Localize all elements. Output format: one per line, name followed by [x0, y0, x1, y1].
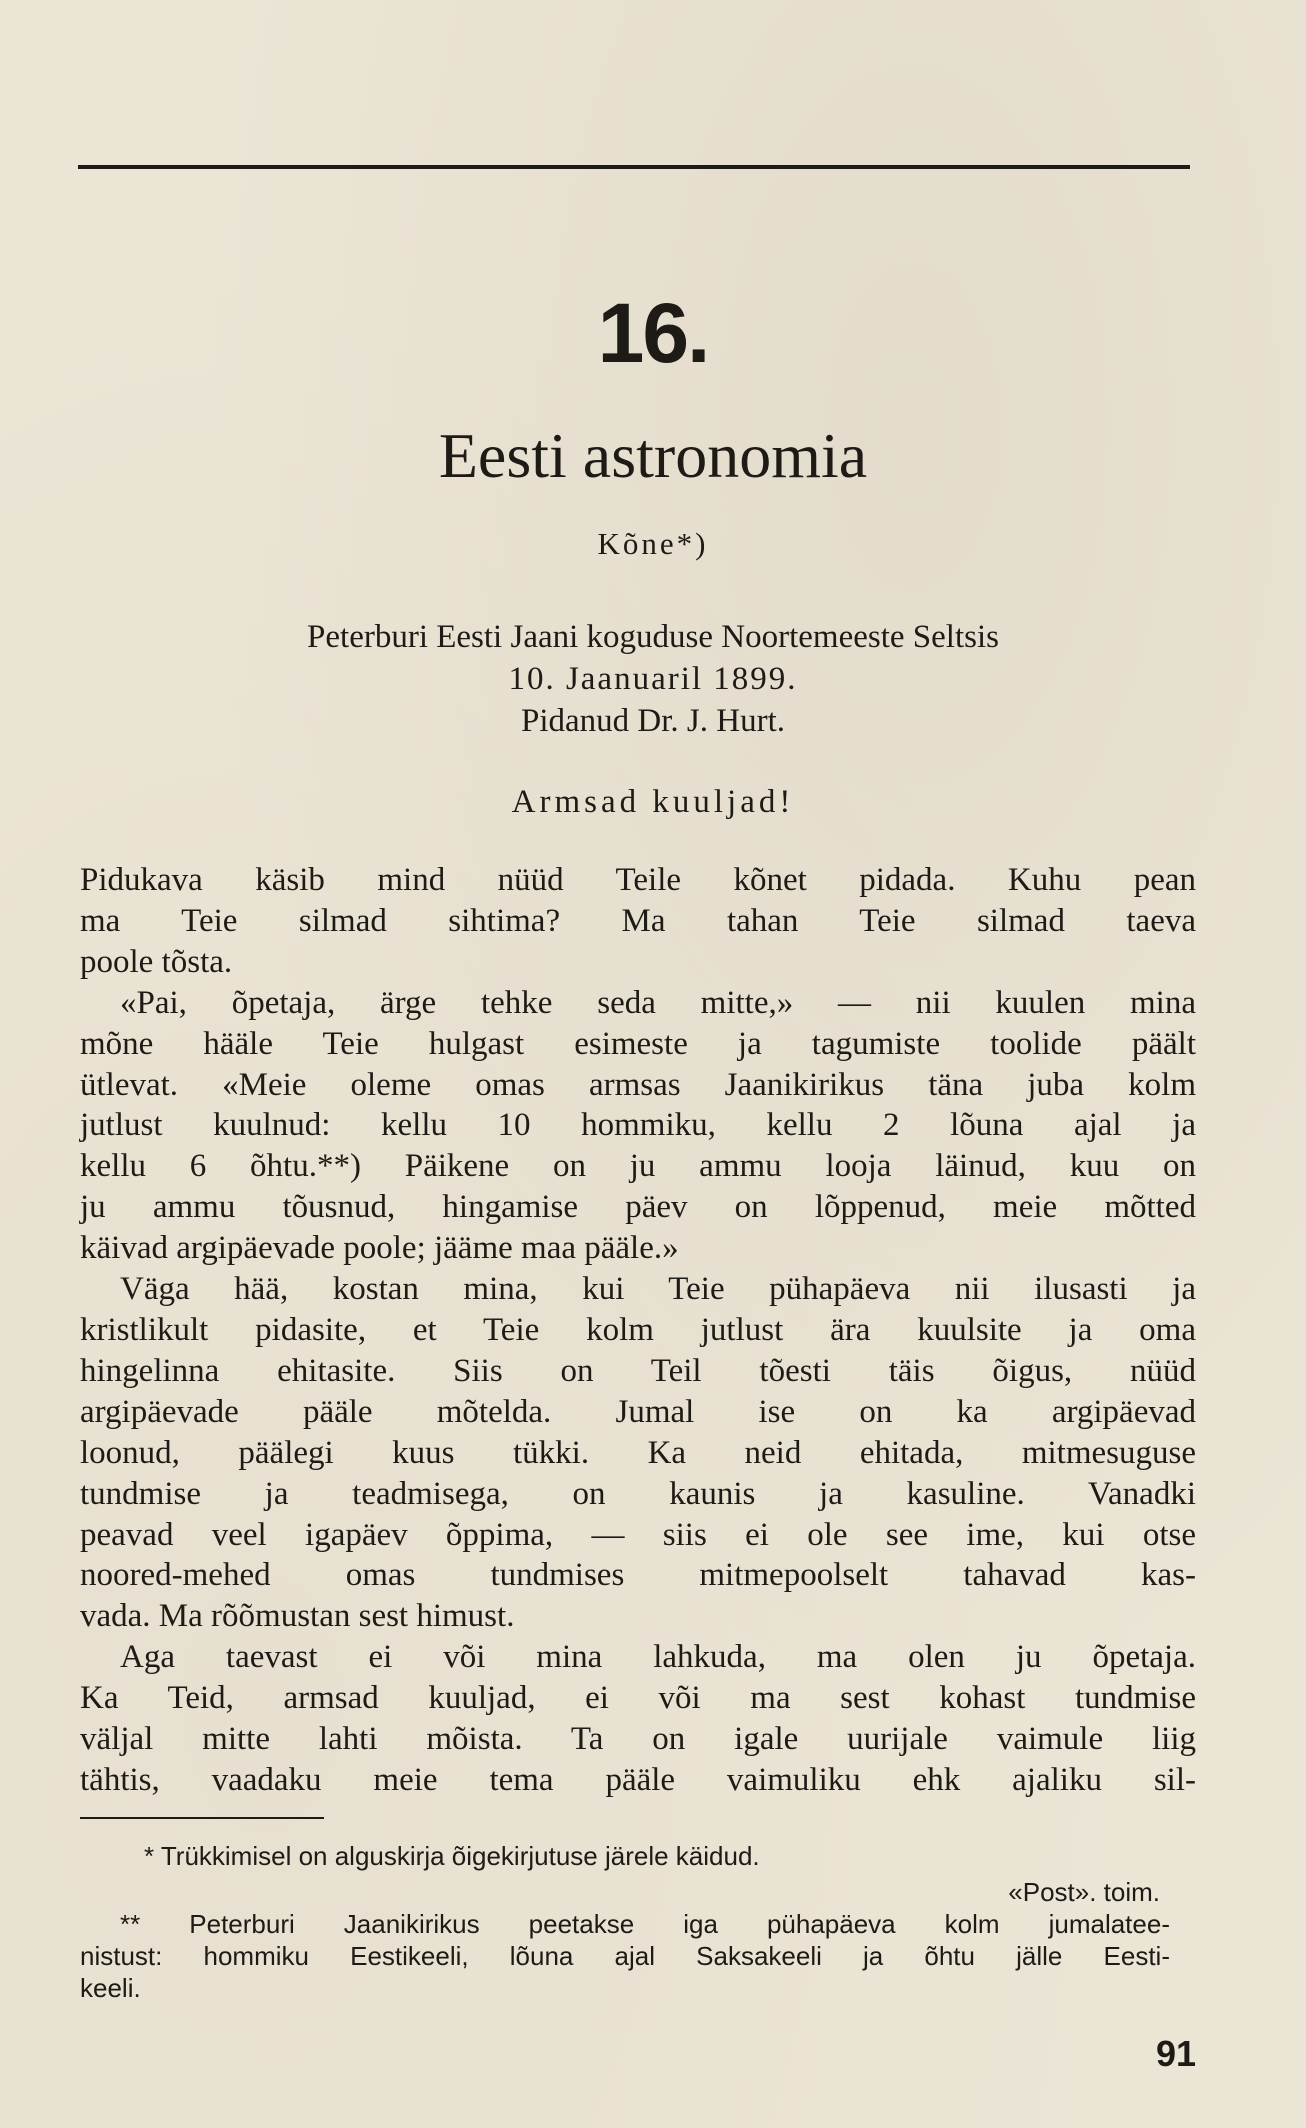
salutation: Armsad kuuljad!: [511, 784, 795, 820]
text-line: Väga hää, kostan mina, kui Teie pühapäeva nii ilusasti ja: [120, 1271, 1196, 1308]
text-line: loonud, päälegi kuus tükki. Ka neid ehitada, mitmesuguse: [80, 1434, 1196, 1471]
text-line: kellu 6 õhtu.**) Päikene on ju ammu looja läinud, kuu on: [80, 1148, 1196, 1185]
text-line: käivad argipäevade poole; jääme maa pääle.»: [80, 1230, 679, 1267]
paragraph-2: [80, 983, 1196, 1269]
body-text: [80, 860, 1196, 1801]
text-line: ütlevat. «Meie oleme omas armsas Jaanikirikus täna juba kolm: [80, 1066, 1196, 1103]
text-line: Aga taevast ei või mina lahkuda, ma olen ju õpetaja.: [120, 1639, 1196, 1676]
text-line: «Pai, õpetaja, ärge tehke seda mitte,» — nii kuulen mina: [120, 984, 1196, 1021]
text-line: tundmise ja teadmisega, on kaunis ja kasuline. Vanadki: [80, 1475, 1196, 1512]
text-line: tähtis, vaadaku meie tema pääle vaimuliku ehk ajaliku sil-: [80, 1761, 1196, 1798]
author-line: Pidanud Dr. J. Hurt.: [521, 703, 785, 739]
text-line: ma Teie silmad sihtima? Ma tahan Teie silmad taeva: [80, 902, 1196, 939]
chapter-subtitle: Kõne*): [597, 526, 709, 561]
footnote-line: ** Peterburi Jaanikirikus peetakse iga pühapäeva kolm jumalatee-: [120, 1909, 1170, 1939]
header-rule: [78, 165, 1190, 169]
text-line: kristlikult pidasite, et Teie kolm jutlust ära kuulsite ja oma: [80, 1311, 1196, 1348]
text-line: hingelinna ehitasite. Siis on Teil tõesti täis õigus, nüüd: [80, 1352, 1196, 1389]
footnote-line: keeli.: [80, 1973, 141, 2003]
paragraph-4: [80, 1637, 1196, 1801]
paragraph-3: [80, 1269, 1196, 1637]
footnote-1-signature: «Post». toim.: [1008, 1877, 1160, 1907]
footnote-1: * Trükkimisel on alguskirja õigekirjutuse järele käidud.: [144, 1841, 760, 1871]
text-line: vada. Ma rõõmustan sest himust.: [80, 1598, 515, 1635]
text-line: noored-mehed omas tundmises mitmepoolselt tahavad kas-: [80, 1557, 1196, 1594]
text-line: Ka Teid, armsad kuuljad, ei või ma sest kohast tundmise: [80, 1680, 1196, 1717]
date-line: 10. Jaanuaril 1899.: [508, 661, 798, 697]
text-line: jutlust kuulnud: kellu 10 hommiku, kellu 2 lõuna ajal ja: [80, 1107, 1196, 1144]
paragraph-1: [80, 860, 1196, 983]
text-line: poole tõsta.: [80, 943, 233, 980]
chapter-title: Eesti astronomia: [438, 420, 868, 491]
footnote-rule: [80, 1817, 324, 1819]
text-line: argipäevade pääle mõtelda. Jumal ise on ka argipäevad: [80, 1393, 1196, 1430]
footnote-line: nistust: hommiku Eestikeeli, lõuna ajal Saksakeeli ja õhtu jälle Eesti-: [80, 1941, 1170, 1971]
text-line: mõne hääle Teie hulgast esimeste ja tagumiste toolide päält: [80, 1025, 1196, 1062]
chapter-number: 16.: [597, 286, 709, 380]
text-line: peavad veel igapäev õppima, — siis ei ole see ime, kui otse: [80, 1516, 1196, 1553]
text-line: ju ammu tõusnud, hingamise päev on lõppenud, meie mõtted: [80, 1189, 1196, 1226]
text-line: väljal mitte lahti mõista. Ta on igale uurijale vaimule liig: [80, 1721, 1196, 1758]
footnote-2: [80, 1908, 1170, 2004]
page-number: 91: [1155, 2033, 1196, 2074]
text-line: Pidukava käsib mind nüüd Teile kõnet pidada. Kuhu pean: [80, 862, 1196, 898]
venue-line: Peterburi Eesti Jaani koguduse Noortemeeste Seltsis: [307, 619, 999, 655]
